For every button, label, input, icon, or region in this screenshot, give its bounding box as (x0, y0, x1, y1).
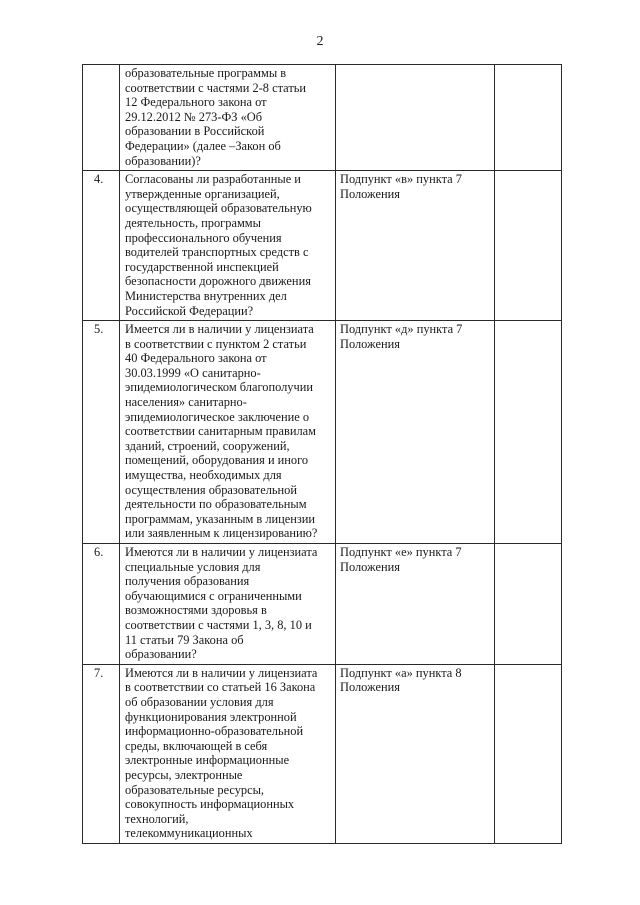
question-line: Имеется ли в наличии у лицензиата (125, 322, 314, 337)
question-line: осуществляющей образовательную (125, 201, 312, 216)
question-line: среды, включающей в себя (125, 738, 268, 753)
question-line: зданий, строений, сооружений, (125, 438, 290, 453)
row-number-cell: 4. (83, 171, 120, 321)
question-line: осуществления образовательной (125, 482, 298, 497)
question-line: образовании? (125, 647, 197, 662)
question-line: профессионального обучения (125, 230, 282, 245)
question-line: деятельность, программы (125, 215, 261, 230)
question-line: эпидемиологическое заключение о (125, 409, 310, 424)
page-number: 2 (316, 34, 324, 49)
legal-reference-cell (336, 321, 495, 544)
row-number-cell: 6. (83, 544, 120, 665)
row-number-cell (83, 65, 120, 171)
question-line: в соответствии с пунктом 2 статьи (125, 336, 307, 351)
legal-reference-cell (336, 664, 495, 843)
question-line: обучающимися с ограниченными (125, 588, 302, 603)
question-line: 11 статьи 79 Закона об (125, 632, 244, 647)
question-line: 12 Федерального закона от (125, 95, 267, 110)
question-line: совокупность информационных (125, 797, 295, 812)
table-row (83, 544, 562, 665)
question-line: об образовании условия для (125, 694, 274, 709)
question-line: безопасности дорожного движения (125, 274, 311, 289)
answer-cell (495, 544, 562, 665)
question-line: образовательные программы в (125, 66, 287, 80)
reference-line: Положения (340, 186, 400, 201)
answer-cell (495, 321, 562, 544)
question-line: специальные условия для (125, 559, 261, 574)
question-line: образовании в Российской (125, 124, 265, 139)
question-line: утвержденные организацией, (125, 186, 280, 201)
reference-line: Положения (340, 559, 400, 574)
question-cell (120, 664, 336, 843)
reference-line: Подпункт «в» пункта 7 (340, 172, 462, 187)
question-line: 29.12.2012 № 273-ФЗ «Об (125, 109, 263, 124)
question-line: электронные информационные (125, 753, 290, 768)
row-number-cell: 7. (83, 664, 120, 843)
requirements-table (82, 64, 562, 844)
question-cell (120, 171, 336, 321)
table-row (83, 171, 562, 321)
legal-reference-cell (336, 171, 495, 321)
question-line: телекоммуникационных (125, 826, 253, 841)
question-line: программам, указанным в лицензии (125, 511, 316, 526)
question-line: соответствии санитарным правилам (125, 424, 317, 439)
question-line: помещений, оборудования и иного (125, 453, 309, 468)
question-line: информационно-образовательной (125, 724, 304, 739)
question-line: ресурсы, электронные (125, 767, 243, 782)
question-line: возможностями здоровья в (125, 603, 267, 618)
question-cell (120, 65, 336, 171)
legal-reference-cell (336, 544, 495, 665)
table-row (83, 664, 562, 843)
question-line: Министерства внутренних дел (125, 288, 287, 303)
row-number-cell: 5. (83, 321, 120, 544)
answer-cell (495, 664, 562, 843)
question-line: или заявленным к лицензированию? (125, 526, 318, 541)
answer-cell (495, 65, 562, 171)
table-row (83, 65, 562, 171)
question-line: 30.03.1999 «О санитарно- (125, 365, 261, 380)
reference-line: Положения (340, 336, 400, 351)
question-line: технологий, (125, 811, 189, 826)
question-line: образовании)? (125, 153, 201, 168)
question-line: 40 Федерального закона от (125, 351, 267, 366)
question-line: государственной инспекцией (125, 259, 279, 274)
question-line: функционирования электронной (125, 709, 297, 724)
answer-cell (495, 171, 562, 321)
legal-reference-cell (336, 65, 495, 171)
question-line: образовательные ресурсы, (125, 782, 265, 797)
question-line: деятельности по образовательным (125, 497, 307, 512)
reference-line: Подпункт «е» пункта 7 (340, 545, 462, 559)
reference-line: Подпункт «а» пункта 8 (340, 665, 462, 680)
reference-line: Подпункт «д» пункта 7 (340, 322, 463, 337)
question-line: соответствии с частями 2-8 статьи (125, 80, 307, 95)
question-line: населения» санитарно- (125, 395, 247, 410)
question-line: Согласованы ли разработанные и (125, 172, 301, 187)
question-line: Имеются ли в наличии у лицензиата (125, 545, 318, 559)
question-line: получения образования (125, 574, 250, 589)
question-line: Федерации» (далее –Закон об (125, 138, 281, 153)
reference-line: Положения (340, 680, 400, 695)
question-cell (120, 544, 336, 665)
question-line: Российской Федерации? (125, 303, 254, 318)
question-line: эпидемиологическом благополучии (125, 380, 313, 395)
question-line: имущества, необходимых для (125, 468, 282, 483)
question-line: Имеются ли в наличии у лицензиата (125, 665, 318, 680)
question-line: соответствии с частями 1, 3, 8, 10 и (125, 617, 312, 632)
question-line: в соответствии со статьей 16 Закона (125, 680, 316, 695)
question-cell (120, 321, 336, 544)
table-row (83, 321, 562, 544)
question-line: водителей транспортных средств с (125, 245, 309, 260)
